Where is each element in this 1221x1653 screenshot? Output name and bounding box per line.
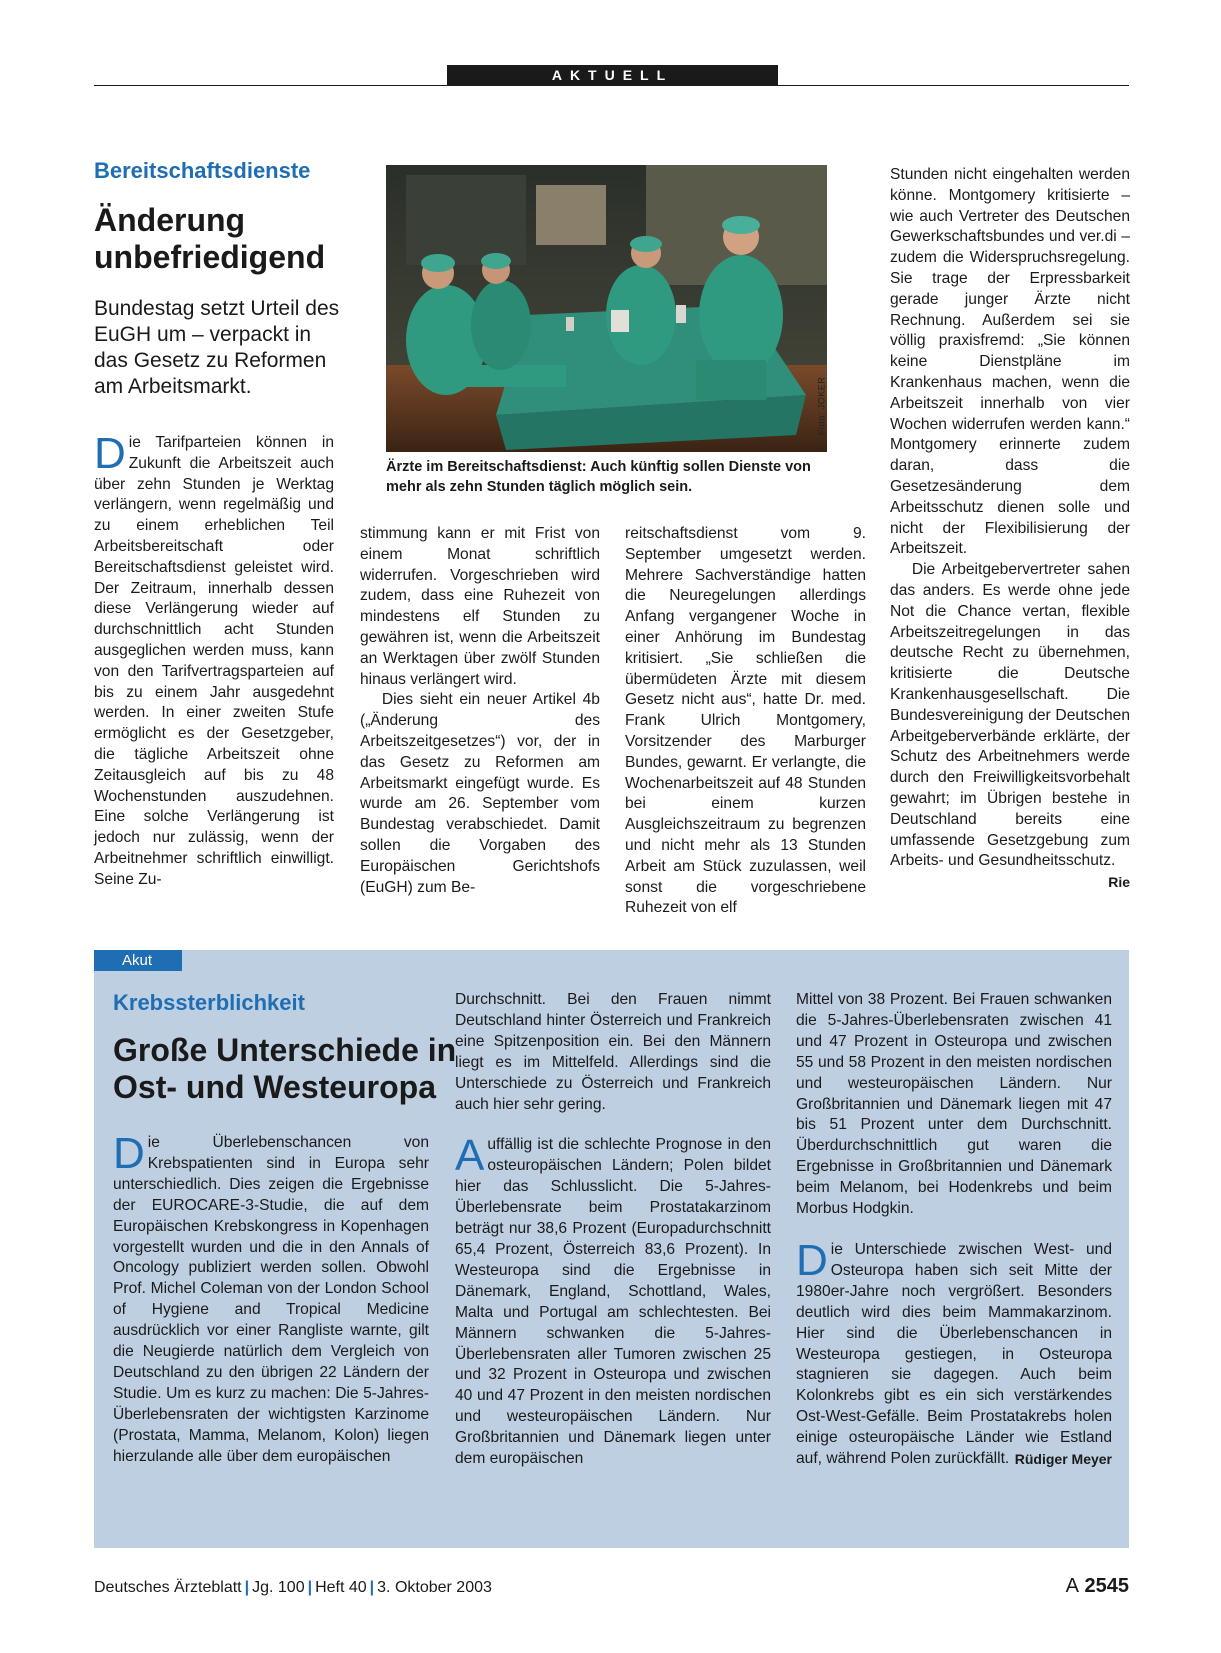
article-photo <box>386 165 827 452</box>
article2-col3-p1: Mittel von 38 Prozent. Bei Frauen schwanken die 5-Jahres-Überlebensraten zwischen 41 und 47 Prozent in Osteuropa und zwischen 55 und 58 Prozent in den meisten nordischen und westeuropäischen Ländern. Nur Großbritannien und Dänemark liegen mit 47 bis 51 Prozent unter dem Durchschnitt. Überdurchschnittlich gut waren die Ergebnisse in Großbritannien und Dänemark beim Melanom, bei Hodenkrebs und beim Morbus Hodgkin. <box>796 991 1112 1218</box>
article1-deck: Bundestag setzt Urteil des EuGH um – verpackt in das Gesetz zu Reformen am Arbeitsmarkt. <box>94 297 340 398</box>
article1-col1-text: ie Tarifparteien können in Zukunft die Arbeitszeit auch über zehn Stunden je Werktag verlängern, wenn regelmäßig und zu einem erheblichen Teil Arbeitsbereitschaft oder Bereitschaftsdienst geleistet wird. Der Zeitraum, innerhalb dessen diese Verlängerung wieder auf durchschnittlich acht Stunden ausgeglichen werden muss, kann von den Tarifvertragsparteien auf bis zu einem Jahr ausgedehnt werden. In einer zweiten Stufe ermöglicht es der Gesetzgeber, die tägliche Arbeitszeit ohne Zeitausgleich auf bis zu 48 Wochenstunden auszudehnen. Eine solche Verlängerung ist jedoch nur zulässig, wenn der Arbeitnehmer schriftlich einwilligt. Seine Zu- <box>94 434 334 888</box>
article1-headline-line1: Änderung <box>94 202 246 238</box>
article2-kicker: Krebssterblichkeit <box>113 990 305 1015</box>
footer-volume: Jg. 100 <box>252 1579 305 1596</box>
section-label: AKTUELL <box>447 65 778 86</box>
footer-separator: | <box>244 1579 250 1596</box>
article2-column-1 <box>113 1129 429 1468</box>
article1-signature: Rie <box>1108 874 1130 891</box>
article1-column-2 <box>360 524 600 898</box>
photo-caption: Ärzte im Bereitschaftsdienst: Auch künftig sollen Dienste von mehr als zehn Stunden täglich möglich sein. <box>386 459 811 495</box>
article2-col1-text: ie Überlebenschancen von Krebspatienten sind in Europa sehr unterschiedlich. Dies zeigen die Ergebnisse der EUROCARE-3-Studie, die auf dem Europäischen Krebskongress in Kopenhagen vorgestellt wurden und die in den Annals of Oncology publiziert werden sollen. Obwohl Prof. Michel Coleman von der London School of Hygiene and Tropical Medicine ausdrücklich vor einer Rangliste warnte, gilt die Neugierde natürlich dem Vergleich von Deutschland zu den übrigen 22 Ländern der Studie. Um es kurz zu machen: Die 5-Jahres-Überlebensraten der wichtigsten Karzinome (Prostata, Mamma, Melanom, Kolon) liegen hierzulande alle über dem europäischen <box>113 1134 429 1465</box>
footer-separator: | <box>307 1579 313 1596</box>
dropcap: D <box>94 429 126 478</box>
photo-credit: Foto: JOKER <box>816 376 827 436</box>
article1-col3-text: reitschaftsdienst vom 9. September umgesetzt werden. Mehrere Sachverständige hatten die Neuregelungen allerdings Anfang vergangener Woche in einer Anhörung im Bundestag kritisiert. „Sie schließen die übermüdeten Ärzte mit diesem Gesetz nicht aus“, hatte Dr. med. Frank Ulrich Montgomery, Vorsitzender des Marburger Bundes, gewarnt. Er verlangte, die Wochenarbeitszeit auf 48 Stunden bei einem kurzen Ausgleichszeitraum zu begrenzen und nicht mehr als 13 Stunden Arbeit am Stück zuzulassen, weil sonst die vorgeschriebene Ruhezeit von elf <box>625 525 866 917</box>
photo-doctors-on-call <box>386 165 827 452</box>
article1-column-1 <box>94 429 334 891</box>
article2-headline-line1: Große Unterschiede in <box>113 1032 457 1068</box>
article2-col2-p1: Durchschnitt. Bei den Frauen nimmt Deutschland hinter Österreich und Frankreich eine Spitzenposition ein. Bei den Männern liegt es im Mittelfeld. Allerdings sind die Unterschiede zu Österreich und Frankreich auch hier sehr gering. <box>455 991 771 1113</box>
article1-col4-p1: Stunden nicht eingehalten werden könne. Montgomery kritisierte – wie auch Vertreter des Deutschen Gewerkschaftsbundes und ver.di – zudem die Widerspruchsregelung. Sie trage der Erpressbarkeit gerade junger Ärzte nicht Rechnung. Außerdem sei sie völlig praxisfremd: „Sie können keine Dienstpläne im Krankenhaus machen, wenn die Arbeitszeit innerhalb von vier Wochen widerrufen werden kann.“ Montgomery erinnerte zudem daran, dass die Gesetzesänderung dem Arbeitsschutz dienen solle und nicht der Flexibilisierung der Arbeitszeit. <box>890 166 1130 558</box>
article2-col3-p2: ie Unterschiede zwischen West- und Osteuropa haben sich seit Mitte der 1980er-Jahre noch vergrößert. Besonders deutlich wird dies beim Mammakarzinom. Hier sind die Überlebenschancen in Westeuropa gestiegen, in Osteuropa stagnieren sie dagegen. Auch beim Kolonkrebs gibt es ein sich verstärkendes Ost-West-Gefälle. Beim Prostatakrebs holen einige osteuropäische Länder wie Estland auf, während Polen zurückfällt. <box>796 1240 1112 1468</box>
article2-headline <box>113 1032 456 1106</box>
article2-column-3 <box>796 990 1112 1470</box>
page-prefix: A <box>1065 1575 1079 1597</box>
article1-headline-line2: unbefriedigend <box>94 239 326 275</box>
footer-citation <box>94 1579 492 1597</box>
footer-date: 3. Oktober 2003 <box>377 1579 492 1596</box>
article1-col2-p1: stimmung kann er mit Frist von einem Monat schriftlich widerrufen. Vorgeschrieben wird zudem, dass eine Ruhezeit von mindestens elf Stunden zu gewähren ist, wenn die Arbeitszeit an Werktagen über zwölf Stunden hinaus verlängert wird. <box>360 525 600 688</box>
footer-issue: Heft 40 <box>315 1579 367 1596</box>
article1-headline <box>94 202 325 276</box>
dropcap: A <box>455 1131 485 1181</box>
dropcap: D <box>113 1129 145 1178</box>
footer-journal: Deutsches Ärzteblatt <box>94 1579 242 1596</box>
article1-col2-p2: Dies sieht ein neuer Artikel 4b („Änderung des Arbeitszeitgesetzes“) vor, der in das Gesetz zu Reformen am Arbeitsmarkt eingefügt wurde. Es wurde am 26. September vom Bundestag verabschiedet. Damit sollen die Vorgaben des Europäischen Gerichtshofs (EuGH) zum Be- <box>360 691 600 896</box>
akut-label: Akut <box>94 950 182 971</box>
footer-separator: | <box>369 1579 375 1596</box>
dropcap: D <box>796 1235 828 1285</box>
article2-headline-line2: Ost- und Westeuropa <box>113 1069 436 1105</box>
article1-column-3 <box>625 524 866 919</box>
article1-kicker: Bereitschaftsdienste <box>94 158 311 183</box>
article1-column-4 <box>890 165 1130 893</box>
article2-column-2 <box>455 990 771 1470</box>
article2-signature: Rüdiger Meyer <box>1014 1451 1112 1468</box>
article2-col2-p2: uffällig ist die schlechte Prognose in den osteuropäischen Ländern; Polen bildet hier das Schlusslicht. Die 5-Jahres-Überlebensrate beim Prostatakarzinom beträgt nur 38,6 Prozent (Europadurchschnitt 65,4 Prozent, Österreich 83,6 Prozent). In Westeuropa sind die Ergebnisse in Dänemark, England, Schottland, Wales, Malta und Portugal am schlechtesten. Bei Männern schwanken die 5-Jahres-Überlebensraten aller Tumoren zwischen 25 und 32 Prozent in Osteuropa und zwischen 40 und 47 Prozent in den meisten nordischen und westeuropäischen Ländern. Nur Großbritannien und Dänemark liegen unter dem europäischen <box>455 1136 771 1468</box>
article1-col4-p2: Die Arbeitgebervertreter sahen das anders. Es werde ohne jede Not die Chance vertan, flexible Arbeitszeitregelungen in das deutsche Recht zu übernehmen, kritisierte die Deutsche Krankenhausgesellschaft. Die Bundesvereinigung der Deutschen Arbeitgeberverbände erklärte, der Schutz des Arbeitnehmers werde durch den Freiwilligkeitsvorbehalt gewahrt; im Übrigen bestehe in Deutschland bereits eine umfassende Gesetzgebung zum Arbeits- und Gesundheitsschutz. <box>890 561 1130 870</box>
page-number <box>1066 1575 1129 1598</box>
page-number-value: 2545 <box>1084 1575 1129 1597</box>
